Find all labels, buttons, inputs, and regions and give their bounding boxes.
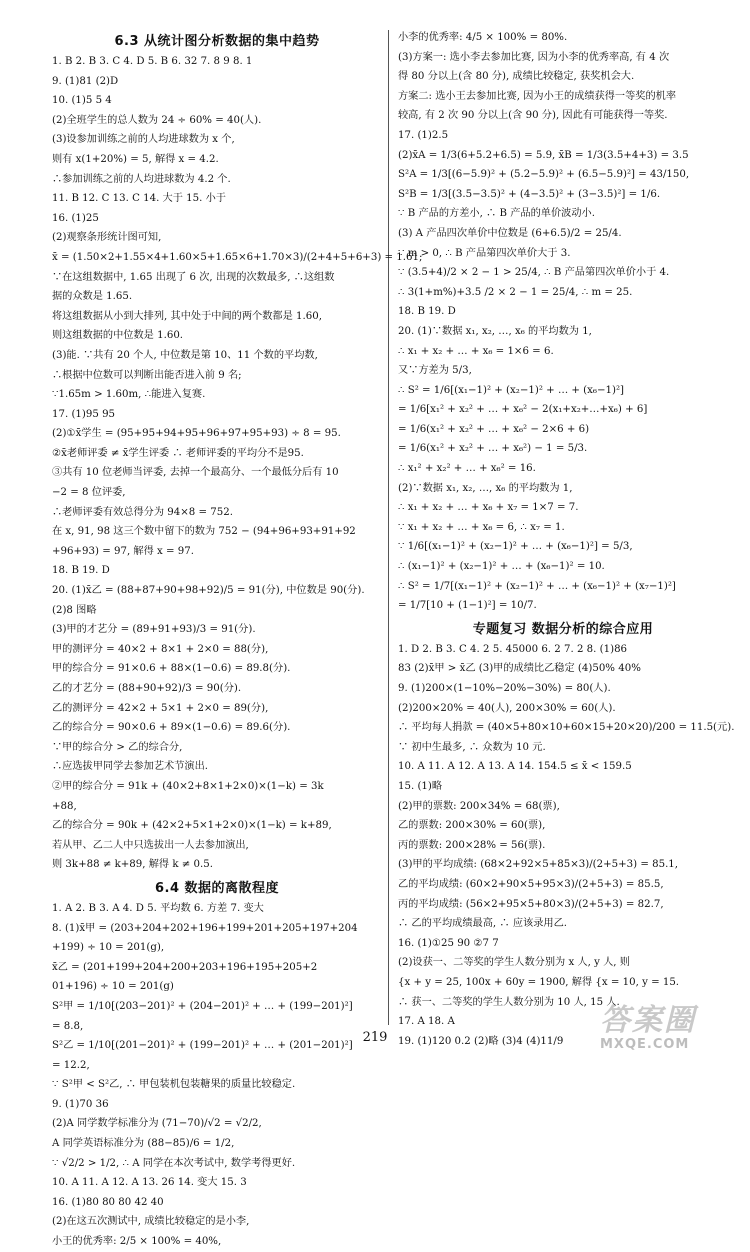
answer-line: ∴应选拔甲同学去参加艺术节演出.: [52, 761, 209, 773]
answer-line: 则 3k+88 ≠ k+89, 解得 k ≠ 0.5.: [52, 859, 213, 871]
answer-line: 甲的测评分 = 40×2 + 8×1 + 2×0 = 88(分),: [52, 643, 269, 655]
answer-line: 乙的测评分 = 42×2 + 5×1 + 2×0 = 89(分),: [52, 702, 269, 714]
answer-line: {x + y = 25, 100x + 60y = 1900, 解得 {x = 10, y = 15.: [398, 976, 680, 988]
answer-line: 将这组数据从小到大排列, 其中处于中间的两个数都是 1.60,: [52, 310, 322, 322]
answer-line: 9. (1)81 (2)D: [52, 75, 119, 87]
answer-line: ∵在这组数据中, 1.65 出现了 6 次, 出现的次数最多, ∴这组数: [52, 271, 335, 283]
answer-line: (3)设参加训练之前的人均进球数为 x 个,: [52, 134, 235, 146]
answer-line: 较高, 有 2 次 90 分以上(含 90 分), 因此有可能获得一等奖.: [398, 110, 668, 122]
right-answers-continued: [398, 28, 728, 616]
answer-line: 1. B 2. B 3. C 4. D 5. B 6. 32 7. 8 9 8. 1: [52, 56, 253, 67]
answer-line: 20. (1)∵数据 x₁, x₂, …, x₆ 的平均数为 1,: [398, 325, 592, 337]
answer-line: 据的众数是 1.65.: [52, 291, 133, 303]
answer-line: 丙的票数: 200×28% = 56(票).: [398, 839, 546, 851]
answer-line: = 12.2,: [52, 1059, 90, 1071]
answer-line: S²甲 = 1/10[(203−201)² + (204−201)² + … + (199−201)²]: [52, 1000, 353, 1012]
answer-line: (2)∵数据 x₁, x₂, …, x₆ 的平均数为 1,: [398, 482, 573, 494]
answer-line: ∴ x₁² + x₂² + … + x₆² = 16.: [398, 463, 536, 475]
answer-line: 17. A 18. A: [398, 1016, 455, 1028]
answer-line: ②甲的综合分 = 91k + (40×2+8×1+2×0)×(1−k) = 3k: [52, 780, 324, 792]
answer-line: A 同学英语标准分为 (88−85)/6 = 1/2,: [52, 1138, 235, 1150]
answer-line: (2)8 图略: [52, 604, 97, 616]
answer-line: ∵ B 产品的方差小, ∴ B 产品的单价波动小.: [398, 208, 595, 220]
answer-line: = 1/6[x₁² + x₂² + … + x₆² − 2(x₁+x₂+…+x₆) + 6]: [398, 404, 648, 416]
answer-line: ∵ √2/2 > 1/2, ∴ A 同学在本次考试中, 数学考得更好.: [52, 1157, 296, 1169]
answer-line: ∴ x₁ + x₂ + … + x₆ + x₇ = 1×7 = 7.: [398, 502, 579, 514]
answer-line: (2)全班学生的总人数为 24 ÷ 60% = 40(人).: [52, 114, 262, 126]
answer-line: +96+93) = 97, 解得 x = 97.: [52, 545, 194, 557]
answer-line: 甲的综合分 = 91×0.6 + 88×(1−0.6) = 89.8(分).: [52, 663, 291, 675]
answer-line: 丙的平均成绩: (56×2+95×5+80×3)/(2+5+3) = 82.7,: [398, 898, 664, 910]
answer-line: (3) A 产品四次单价中位数是 (6+6.5)/2 = 25/4.: [398, 227, 622, 239]
answer-line: (3)甲的平均成绩: (68×2+92×5+85×3)/(2+5+3) = 85.1,: [398, 859, 679, 871]
answer-line: ∵ x₁ + x₂ + … + x₆ = 6, ∴ x₇ = 1.: [398, 521, 565, 533]
answer-line: 17. (1)95 95: [52, 408, 116, 420]
answer-line: −2 = 8 位评委,: [52, 487, 126, 499]
watermark-sub: MXQE.COM: [600, 1037, 690, 1052]
answer-line: x̄乙 = (201+199+204+200+203+196+195+205+2: [52, 961, 318, 973]
answer-line: (2)x̄A = 1/3(6+5.2+6.5) = 5.9, x̄B = 1/3(3.5+4+3) = 3.5: [398, 149, 689, 161]
answer-line: (3)方案一: 选小李去参加比赛, 因为小李的优秀率高, 有 4 次: [398, 51, 670, 63]
answer-line: 得 80 分以上(含 80 分), 成绩比较稳定, 获奖机会大.: [398, 71, 635, 83]
section-heading-6-4: 6.4 数据的离散程度: [154, 880, 280, 896]
answer-line: (2)观察条形统计图可知,: [52, 232, 162, 244]
answer-line: 小李的优秀率: 4/5 × 100% = 80%.: [398, 32, 568, 43]
answer-line: = 1/6(x₁² + x₂² + … + x₆²) − 1 = 5/3.: [398, 443, 588, 455]
answer-line: 10. A 11. A 12. A 13. 26 14. 变大 15. 3: [52, 1177, 247, 1189]
answer-line: (2)设获一、二等奖的学生人数分别为 x 人, y 人, 则: [398, 957, 630, 969]
section-heading-6-3: 6.3 从统计图分析数据的集中趋势: [114, 34, 320, 49]
answer-line: 若从甲、乙二人中只选拔出一人去参加演出,: [52, 839, 249, 851]
answer-line: ②x̄老师评委 ≠ x̄学生评委 ∴ 老师评委的平均分不是95.: [52, 447, 304, 459]
right-answers-review: [398, 640, 735, 1051]
answer-line: 83 (2)x̄甲 > x̄乙 (3)甲的成绩比乙稳定 (4)50% 40%: [398, 663, 641, 675]
answer-line: +199) ÷ 10 = 201(g),: [52, 942, 165, 954]
answer-line: 乙的才艺分 = (88+90+92)/3 = 90(分).: [52, 683, 242, 694]
answer-line: 11. B 12. C 13. C 14. 大于 15. 小于: [52, 193, 226, 205]
answer-line: 8. (1)x̄甲 = (203+204+202+196+199+201+205+197+204: [52, 922, 358, 934]
answer-line: 19. (1)120 0.2 (2)略 (3)4 (4)11/9: [398, 1035, 564, 1047]
answer-line: 乙的平均成绩: (60×2+90×5+95×3)/(2+5+3) = 85.5,: [398, 878, 664, 890]
answer-line: (2)200×20% = 40(人), 200×30% = 60(人).: [398, 702, 616, 714]
answer-line: 18. B 19. D: [398, 306, 456, 318]
answer-line: 方案二: 选小王去参加比赛, 因为小王的成绩获得一等奖的机率: [398, 90, 677, 102]
answer-line: ∴老师评委有效总得分为 94×8 = 752.: [52, 506, 233, 518]
answer-line: 乙的票数: 200×30% = 60(票),: [398, 820, 546, 832]
answer-line: 16. (1)25: [52, 212, 99, 224]
answer-line: S²乙 = 1/10[(201−201)² + (199−201)² + … + (201−201)²]: [52, 1040, 353, 1052]
page-number: 219: [362, 1030, 388, 1045]
section-heading-review: 专题复习 数据分析的综合应用: [472, 621, 654, 637]
answer-line: 又∵方差为 5/3,: [398, 365, 472, 377]
answer-line: 9. (1)70 36: [52, 1098, 109, 1110]
answer-line: (2)①x̄学生 = (95+95+94+95+96+97+95+93) ÷ 8 = 95.: [52, 428, 341, 440]
answer-line: 16. (1)80 80 80 42 40: [52, 1196, 164, 1208]
answer-line: = 8.8,: [52, 1020, 84, 1032]
answer-line: ∵甲的综合分 > 乙的综合分,: [52, 741, 183, 753]
answer-line: ∴ S² = 1/7[(x₁−1)² + (x₂−1)² + … + (x₆−1)² + (x₇−1)²]: [398, 580, 676, 592]
answer-line: 小王的优秀率: 2/5 × 100% = 40%,: [52, 1236, 222, 1248]
answer-line: ∴ x₁ + x₂ + … + x₆ = 1×6 = 6.: [398, 345, 554, 357]
answer-line: 乙的综合分 = 90k + (42×2+5×1+2×0)×(1−k) = k+89,: [52, 820, 332, 832]
watermark-main: 答案圈: [600, 1003, 696, 1038]
answer-line: 1. D 2. B 3. C 4. 2 5. 45000 6. 2 7. 2 8. (1)86: [398, 643, 628, 655]
answer-line: ∴ 平均每人捐款 = (40×5+80×10+60×15+20×20)/200 = 11.5(元).: [398, 722, 735, 734]
answer-line: ∴ 乙的平均成绩最高, ∴ 应该录用乙.: [398, 918, 568, 930]
right-column: [398, 28, 735, 1051]
answer-line: ∵ 1/6[(x₁−1)² + (x₂−1)² + … + (x₆−1)²] = 5/3,: [398, 541, 633, 553]
answer-line: 17. (1)2.5: [398, 129, 449, 141]
left-answers-6-4: [52, 899, 382, 1252]
answer-line: ∴ S² = 1/6[(x₁−1)² + (x₂−1)² + … + (x₆−1)²]: [398, 384, 625, 396]
answer-line: 15. (1)略: [398, 780, 443, 792]
answer-line: ∴根据中位数可以判断出能否进入前 9 名;: [52, 369, 242, 381]
answer-line: 则这组数据的中位数是 1.60.: [52, 330, 184, 342]
answer-line: (3)甲的才艺分 = (89+91+93)/3 = 91(分).: [52, 624, 256, 636]
answer-line: x̄ = (1.50×2+1.55×4+1.60×5+1.65×6+1.70×3)/(2+4+5+6+3) = 1.61;: [52, 251, 423, 263]
answer-line: (2)A 同学数学标准分为 (71−70)/√2 = √2/2,: [52, 1118, 262, 1130]
answer-line: 则有 x(1+20%) = 5, 解得 x = 4.2.: [52, 153, 219, 165]
answer-line: 16. (1)①25 90 ②7 7: [398, 937, 499, 949]
answer-line: ∵ 初中生最多, ∴ 众数为 10 元.: [398, 741, 546, 753]
answer-line: ∵ (3.5+4)/2 × 2 − 1 > 25/4, ∴ B 产品第四次单价小于 4.: [398, 267, 670, 279]
answer-line: ∵ m > 0, ∴ B 产品第四次单价大于 3.: [398, 247, 571, 259]
answer-line: 在 x, 91, 98 这三个数中留下的数为 752 − (94+96+93+91+92: [52, 526, 356, 538]
answer-line: 18. B 19. D: [52, 565, 110, 577]
answer-line: 10. A 11. A 12. A 13. A 14. 154.5 ≤ x̄ < 159.5: [398, 761, 632, 773]
watermark-logo: [600, 1005, 740, 1060]
answer-line: ∴参加训练之前的人均进球数为 4.2 个.: [52, 173, 231, 185]
answer-line: ∴ (x₁−1)² + (x₂−1)² + … + (x₆−1)² = 10.: [398, 561, 605, 573]
answer-line: = 1/7[10 + (1−1)²] = 10/7.: [398, 600, 537, 612]
answer-line: 01+196) ÷ 10 = 201(g): [52, 981, 174, 993]
answer-line: ∵ S²甲 < S²乙, ∴ 甲包装机包装糖果的质量比较稳定.: [52, 1079, 296, 1091]
answer-line: (2)在这五次测试中, 成绩比较稳定的是小李,: [52, 1216, 250, 1228]
answer-line: +88,: [52, 800, 77, 812]
answer-line: (2)甲的票数: 200×34% = 68(票),: [398, 800, 560, 812]
answer-line: ③共有 10 位老师当评委, 去掉一个最高分、一个最低分后有 10: [52, 467, 339, 479]
column-divider: [388, 30, 389, 1025]
answer-line: (3)能. ∵共有 20 个人, 中位数是第 10、11 个数的平均数,: [52, 349, 318, 361]
answer-line: ∴ 3(1+m%)+3.5 /2 × 2 − 1 = 25/4, ∴ m = 25.: [398, 286, 633, 298]
answer-line: 20. (1)x̄乙 = (88+87+90+98+92)/5 = 91(分), 中位数是 90(分).: [52, 585, 365, 597]
answer-line: S²B = 1/3[(3.5−3.5)² + (4−3.5)² + (3−3.5)²] = 1/6.: [398, 188, 661, 200]
answer-line: 10. (1)5 5 4: [52, 95, 112, 107]
answer-line: ∴ 获一、二等奖的学生人数分别为 10 人, 15 人.: [398, 996, 620, 1008]
answer-line: 乙的综合分 = 90×0.6 + 89×(1−0.6) = 89.6(分).: [52, 722, 291, 734]
answer-line: = 1/6(x₁² + x₂² + … + x₆² − 2×6 + 6): [398, 423, 590, 435]
answer-line: 9. (1)200×(1−10%−20%−30%) = 80(人).: [398, 683, 611, 694]
answer-line: S²A = 1/3[(6−5.9)² + (5.2−5.9)² + (6.5−5.9)²] = 43/150,: [398, 169, 690, 181]
answer-line: 1. A 2. B 3. A 4. D 5. 平均数 6. 方差 7. 变大: [52, 902, 264, 914]
answer-line: ∵1.65m > 1.60m, ∴能进入复赛.: [52, 389, 206, 401]
